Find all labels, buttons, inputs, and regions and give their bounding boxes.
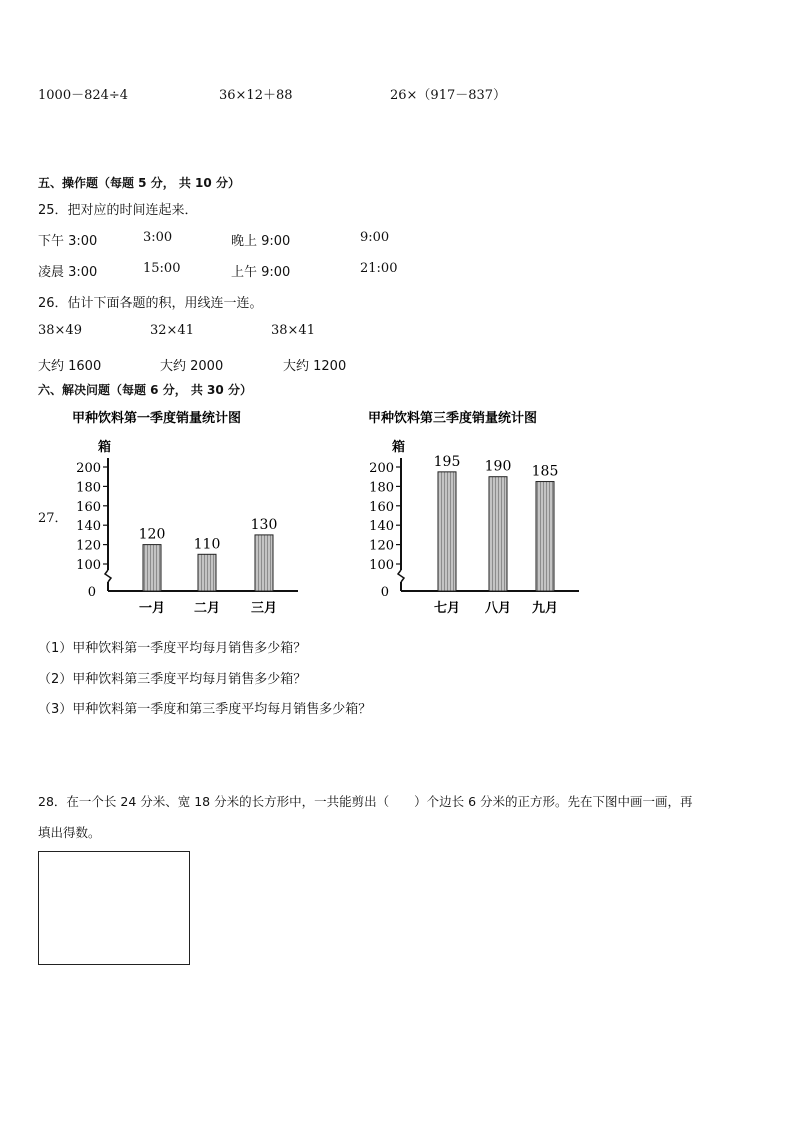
- product-expression: 32×41: [150, 323, 194, 338]
- time-label: 下午 3:00: [38, 234, 98, 249]
- question-28-text-line-1: 28．在一个长 24 分米、宽 18 分米的长方形中，一共能剪出（ ）个边长 6 分米的正方形。先在下图中画一画，再: [38, 794, 693, 809]
- data-label: 130: [250, 516, 278, 533]
- y-tick-label: 120: [369, 538, 394, 554]
- bar: [489, 477, 507, 591]
- x-tick-label: 三月: [250, 601, 278, 616]
- time-label: 3:00: [143, 230, 173, 245]
- bar: [255, 535, 273, 591]
- question-25-text: 25．把对应的时间连起来．: [38, 203, 198, 218]
- axis-break: [105, 570, 111, 582]
- chart-q3: [360, 400, 630, 622]
- y-tick-label: 200: [369, 461, 394, 476]
- chart-q1: [60, 400, 330, 622]
- question-27-part-2: （2）甲种饮料第三季度平均每月销售多少箱？: [38, 672, 307, 687]
- y-tick-label: 160: [369, 499, 394, 515]
- expression-1: 1000－824÷4: [38, 88, 129, 103]
- y-tick-label: 0: [380, 585, 389, 600]
- y-tick-label: 180: [76, 480, 101, 496]
- y-tick-label: 140: [369, 519, 394, 535]
- axis-break: [398, 570, 404, 582]
- section-6-heading: 六、解决问题（每题 6 分， 共 30 分）: [38, 383, 252, 397]
- time-label: 晚上 9:00: [231, 234, 291, 249]
- estimate-label: 大约 2000: [160, 359, 224, 374]
- y-tick-label: 120: [76, 538, 101, 554]
- question-28-text-line-2: 填出得数。: [38, 825, 101, 840]
- expression-3: 26×（917－837）: [390, 88, 507, 103]
- chart-title: 甲种饮料第一季度销量统计图: [72, 411, 242, 426]
- data-label: 195: [433, 453, 461, 470]
- time-label: 21:00: [360, 261, 398, 276]
- estimate-label: 大约 1200: [283, 359, 347, 374]
- question-27-label: 27．: [38, 511, 68, 526]
- time-label: 9:00: [360, 230, 390, 245]
- question-26-text: 26．估计下面各题的积，用线连一连。: [38, 296, 263, 311]
- question-27-part-3: （3）甲种饮料第一季度和第三季度平均每月销售多少箱？: [38, 702, 372, 717]
- drawing-rectangle[interactable]: [38, 851, 190, 965]
- section-5-heading: 五、操作题（每题 5 分， 共 10 分）: [38, 176, 240, 190]
- bar: [143, 545, 161, 591]
- question-27-part-1: （1）甲种饮料第一季度平均每月销售多少箱？: [38, 641, 307, 656]
- x-tick-label: 七月: [433, 601, 461, 616]
- data-label: 110: [193, 536, 221, 553]
- bar: [438, 472, 456, 591]
- x-tick-label: 一月: [138, 601, 166, 616]
- time-label: 凌晨 3:00: [38, 265, 98, 280]
- data-label: 190: [484, 458, 512, 475]
- data-label: 185: [531, 463, 559, 480]
- y-tick-label: 160: [76, 499, 101, 515]
- product-expression: 38×41: [271, 323, 315, 338]
- y-tick-label: 180: [369, 480, 394, 496]
- estimate-label: 大约 1600: [38, 359, 102, 374]
- y-tick-label: 140: [76, 519, 101, 535]
- time-label: 上午 9:00: [231, 265, 291, 280]
- y-axis-unit-label: 箱: [98, 440, 112, 455]
- bar: [198, 554, 216, 591]
- y-tick-label: 200: [76, 461, 101, 476]
- y-tick-label: 100: [369, 558, 394, 573]
- x-tick-label: 二月: [193, 601, 221, 616]
- time-label: 15:00: [143, 261, 181, 276]
- bar: [536, 482, 554, 591]
- x-tick-label: 八月: [484, 601, 512, 616]
- y-tick-label: 0: [87, 585, 96, 600]
- expression-2: 36×12＋88: [219, 88, 293, 103]
- y-axis-unit-label: 箱: [392, 440, 406, 455]
- product-expression: 38×49: [38, 323, 82, 338]
- y-tick-label: 100: [76, 558, 101, 573]
- chart-title: 甲种饮料第三季度销量统计图: [368, 411, 538, 426]
- x-tick-label: 九月: [531, 601, 559, 616]
- data-label: 120: [138, 526, 166, 543]
